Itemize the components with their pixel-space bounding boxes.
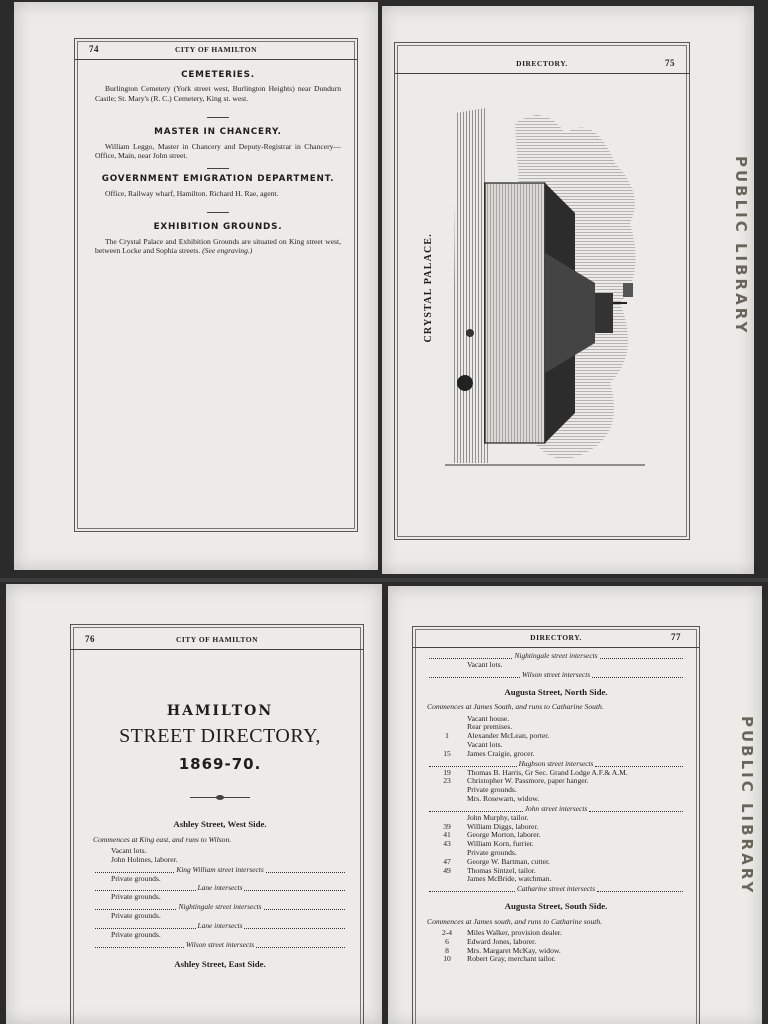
engraving-caption: CRYSTAL PALACE.	[423, 233, 434, 343]
directory-entry	[427, 715, 685, 724]
page-74-frame	[74, 38, 358, 532]
intersection-label: King William street intersects	[176, 864, 264, 874]
house-number: 23	[443, 776, 451, 786]
directory-entry	[427, 732, 685, 741]
section-note: (See engraving.)	[202, 246, 253, 256]
running-head: CITY OF HAMILTON	[175, 635, 259, 644]
running-head: DIRECTORY.	[530, 633, 582, 642]
page-77-header	[413, 633, 699, 648]
directory-entry	[93, 875, 347, 884]
resident-text: Thomas Sintzel, tailor.	[467, 865, 536, 875]
street-title-next: Ashley Street, East Side.	[174, 958, 266, 969]
house-number	[93, 847, 111, 856]
directory-entry	[427, 786, 685, 795]
directory-entry	[93, 931, 347, 940]
house-number	[93, 893, 111, 902]
directory-entry	[93, 856, 347, 865]
page-76	[6, 584, 382, 1024]
directory-entry	[427, 814, 685, 823]
directory-entry	[427, 741, 685, 750]
resident-text: Private grounds.	[111, 911, 161, 921]
street-commences: Commences at James south, and runs to Catharine south.	[427, 916, 603, 926]
house-number	[427, 715, 467, 724]
section-text: William Leggo, Master in Chancery and Deputy-Registrar in Chancery—Office, Main, near John street.	[95, 141, 341, 161]
resident-text: George Morton, laborer.	[467, 830, 541, 840]
page-76-body	[93, 703, 347, 974]
resident-text: George W. Bartman, cutter.	[467, 856, 550, 866]
page-75-header	[395, 59, 689, 74]
street-entries	[427, 929, 685, 964]
resident-text: Vacant lots.	[111, 846, 147, 856]
resident-text: William Korn, furrier.	[467, 839, 534, 849]
page-76-frame	[70, 624, 364, 1024]
page-74-header	[75, 45, 357, 60]
resident-text: Private grounds.	[111, 930, 161, 940]
house-number	[427, 795, 467, 804]
divider	[207, 117, 229, 118]
intersection-label: Hughson street intersects	[518, 758, 594, 768]
resident-text: Private grounds.	[111, 892, 161, 902]
divider	[207, 212, 229, 213]
resident-text: Thomas B. Harris, Gr Sec. Grand Lodge A.F.& A.M.	[467, 767, 628, 777]
directory-entry	[427, 840, 685, 849]
house-number: 10	[443, 954, 451, 964]
resident-text: John Holmes, laborer.	[111, 854, 178, 864]
directory-entry	[427, 867, 685, 876]
house-number: 43	[443, 839, 451, 849]
intersection-line	[427, 884, 685, 894]
directory-entry	[427, 955, 685, 964]
page-number: 76	[85, 634, 95, 644]
intersection-label: Wilson street intersects	[185, 939, 255, 949]
directory-entry	[427, 875, 685, 884]
section-title: EXHIBITION GROUNDS.	[153, 222, 283, 233]
section-text	[95, 237, 341, 256]
street-entries	[93, 847, 347, 950]
page-number: 75	[665, 58, 675, 68]
directory-entry	[93, 912, 347, 921]
resident-text: Mrs. Margaret McKay, widow.	[467, 945, 561, 955]
house-number: 2-4	[441, 927, 453, 937]
street-title: Augusta Street, North Side.	[504, 686, 608, 697]
resident-text: Miles Walker, provision dealer.	[467, 927, 562, 937]
page-74-body	[95, 67, 341, 255]
section-text-main: The Crystal Palace and Exhibition Grounds are situated on King street west, between Locke and Sophia streets.	[95, 236, 341, 256]
resident-text: William Diggs, laborer.	[467, 821, 539, 831]
directory-entry	[427, 723, 685, 732]
intersection-label: John street intersects	[524, 803, 588, 813]
house-number	[427, 875, 467, 884]
resident-text: Edward Jones, laborer.	[467, 936, 537, 946]
house-number: 47	[443, 856, 451, 866]
directory-entry	[427, 823, 685, 832]
intersection-label: Lane intersects	[197, 883, 243, 893]
running-head: CITY OF HAMILTON	[174, 45, 258, 54]
directory-entry	[427, 947, 685, 956]
crystal-palace-engraving	[445, 103, 645, 473]
directory-entry	[427, 777, 685, 786]
page-75-frame	[394, 42, 690, 540]
street-commences: Commences at King east, and runs to Wilson.	[93, 834, 232, 844]
page-75	[382, 6, 754, 574]
page-number: 74	[89, 44, 99, 54]
street-title: Augusta Street, South Side.	[504, 901, 608, 912]
resident-text: Alexander McLean, porter.	[467, 731, 550, 741]
house-number	[427, 661, 467, 670]
house-number: 39	[443, 821, 451, 831]
street-commences: Commences at James South, and runs to Catharine South.	[427, 702, 604, 712]
resident-text: Vacant lots.	[467, 740, 503, 749]
directory-entry	[427, 831, 685, 840]
page-number: 77	[671, 632, 681, 642]
house-number	[93, 931, 111, 940]
directory-year: 1869-70.	[178, 754, 262, 773]
resident-text: James Craigie, grocer.	[467, 748, 535, 758]
running-head: DIRECTORY.	[516, 59, 568, 68]
resident-text: Mrs. Rosewarn, widow.	[467, 793, 540, 803]
directory-entry	[427, 750, 685, 759]
resident-text: John Murphy, tailor.	[467, 812, 529, 822]
house-number: 41	[443, 830, 451, 840]
directory-entry	[427, 858, 685, 867]
house-number: 19	[443, 767, 451, 777]
resident-text: James McBride, watchman.	[467, 874, 552, 884]
intersection-label: Wilson street intersects	[521, 669, 591, 679]
house-number: 8	[445, 945, 449, 955]
intersection-line	[427, 651, 685, 661]
directory-entry	[427, 795, 685, 804]
resident-text: Private grounds.	[467, 847, 517, 857]
resident-text: Vacant house.	[467, 713, 510, 723]
divider	[207, 168, 229, 169]
resident-text: Rear premises.	[467, 722, 513, 732]
page-74	[14, 2, 378, 570]
intersection-label: Nightingale street intersects	[514, 651, 598, 660]
directory-entry	[427, 849, 685, 858]
directory-entry	[427, 661, 685, 670]
section-text: Office, Railway wharf, Hamilton. Richard H. Rae, agent.	[105, 188, 279, 198]
resident-text: Private grounds.	[111, 873, 161, 883]
intersection-label: Catharine street intersects	[516, 884, 596, 894]
house-number: 1	[445, 731, 449, 741]
section-title: MASTER IN CHANCERY.	[154, 127, 282, 138]
page-77-body	[427, 651, 685, 964]
library-stamp: PUBLIC LIBRARY	[738, 716, 756, 896]
page-77-frame	[412, 626, 700, 1024]
page-77	[388, 586, 762, 1024]
street-title: Ashley Street, West Side.	[173, 819, 267, 830]
directory-main-title: STREET DIRECTORY,	[119, 725, 321, 748]
ornament-divider	[190, 797, 250, 798]
house-number: 6	[445, 936, 449, 946]
section-title: CEMETERIES.	[181, 70, 255, 80]
section-text: Burlington Cemetery (York street west, Burlington Heights) near Dundurn Castle; St. Mary's (R. C.) Cemetery, King st. west.	[95, 84, 341, 103]
directory-entry	[427, 929, 685, 938]
resident-text: Christopher W. Passmore, paper hanger.	[467, 776, 589, 786]
intersection-label: Lane intersects	[197, 921, 243, 931]
house-number	[93, 912, 111, 921]
bottom-spread	[0, 582, 768, 1024]
house-number: 15	[443, 748, 451, 758]
resident-text: Private grounds.	[467, 785, 517, 795]
intersection-line	[427, 670, 685, 680]
house-number	[93, 856, 111, 865]
street-entries-continued	[427, 651, 685, 680]
house-number	[93, 875, 111, 884]
resident-text: Vacant lots.	[467, 660, 503, 669]
resident-text: Robert Gray, merchant tailor.	[467, 954, 556, 964]
street-entries	[427, 715, 685, 895]
page-76-header	[71, 635, 363, 650]
intersection-label: Nightingale street intersects	[178, 902, 262, 912]
house-number: 49	[443, 865, 451, 875]
directory-entry	[93, 893, 347, 902]
library-stamp: PUBLIC LIBRARY	[732, 156, 750, 336]
house-number	[427, 786, 467, 795]
directory-city-title: HAMILTON	[166, 703, 274, 719]
intersection-line	[427, 804, 685, 814]
intersection-line	[93, 940, 347, 950]
section-title: GOVERNMENT EMIGRATION DEPARTMENT.	[101, 174, 335, 185]
